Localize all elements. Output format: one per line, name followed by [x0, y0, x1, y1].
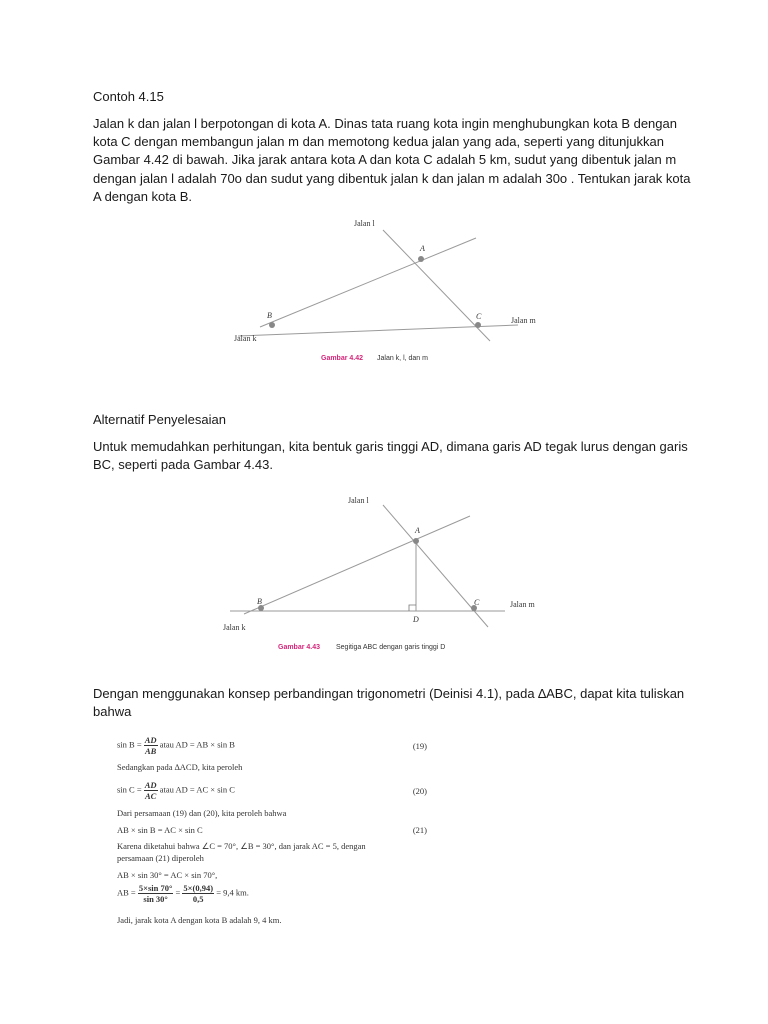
label-jalan-k: Jalan k [223, 623, 246, 632]
road-k-line [260, 238, 476, 327]
final-rhs: = 9,4 km. [216, 887, 249, 898]
final-lhs: AB = [117, 887, 136, 898]
eq-19-number: (19) [412, 741, 427, 751]
label-jalan-m: Jalan m [511, 316, 536, 325]
label-a: A [415, 526, 420, 535]
final-denominator-2: 0,5 [192, 894, 204, 904]
label-jalan-l: Jalan l [354, 219, 375, 228]
label-d: D [413, 615, 419, 624]
figure-4-42 [0, 215, 768, 375]
solution-heading: Alternatif Penyelesaian [93, 412, 226, 427]
solution-intro: Untuk memudahkan perhitungan, kita bentuk garis tinggi AD, dimana garis AD tegak lurus dengan garis BC, seperti pada Gambar 4.43. [93, 439, 688, 472]
final-equation [117, 883, 249, 904]
line-acd: Sedangkan pada ∆ACD, kita peroleh [117, 762, 243, 772]
point-b [269, 322, 275, 328]
final-fraction-1 [138, 883, 174, 904]
road-k-line [244, 516, 470, 614]
problem-paragraph: Jalan k dan jalan l berpotongan di kota A. Dinas tata ruang kota ingin menghubungkan kota B dengan kota C dengan membangun jalan m dan memotong kedua jalan yang ada, seperti yang ditunjukkan Gambar 4.42 di bawah. Jika jarak antara kota A dan kota C adalah 5 km, sudut yang dibentuk jalan m dengan jalan l adalah 70o dan sudut yang dibentuk jalan k dan jalan m adalah 30o . Tentukan jarak kota A dengan kota B. [93, 116, 691, 204]
eq-21: AB × sin B = AC × sin C [117, 825, 203, 835]
eq-19-fraction [144, 735, 158, 756]
eq-19-denominator: AB [145, 746, 157, 756]
final-numerator-1: 5×sin 70° [138, 883, 173, 893]
eq-20-numerator: AD [144, 780, 157, 790]
eq-20-lhs: sin C = [117, 784, 142, 795]
eq-20-rhs: atau AD = AC × sin C [159, 784, 235, 795]
label-b: B [267, 311, 272, 320]
eq-20-row [117, 780, 235, 801]
right-angle-marker [409, 605, 416, 611]
label-a: A [420, 244, 425, 253]
caption-number: Gambar 4.43 [278, 644, 321, 651]
eq-21-number: (21) [412, 825, 427, 835]
eq-19-rhs: atau AD = AB × sin B [159, 739, 235, 750]
caption-text: Segitiga ABC dengan garis tinggi D [336, 644, 446, 651]
point-c [475, 322, 481, 328]
line-known-2: persamaan (21) diperoleh [117, 853, 204, 863]
road-l-line [383, 230, 490, 341]
final-numerator-2: 5×(0,94) [183, 883, 214, 893]
example-heading: Contoh 4.15 [93, 89, 164, 104]
eq-19-numerator: AD [144, 735, 157, 745]
caption-number: Gambar 4.42 [321, 355, 364, 362]
label-b: B [257, 597, 262, 606]
point-a [413, 538, 419, 544]
label-jalan-m: Jalan m [510, 600, 535, 609]
line-known-1: Karena diketahui bahwa ∠C = 70°, ∠B = 30°, dan jarak AC = 5, dengan [117, 841, 366, 851]
line-substitution: AB × sin 30° = AC × sin 70°, [117, 870, 218, 880]
eq-20-fraction [144, 780, 158, 801]
caption-text: Jalan k, l, dan m [377, 355, 428, 362]
concept-paragraph: Dengan menggunakan konsep perbandingan trigonometri (Deinisi 4.1), pada ∆ABC, dapat kita tuliskan bahwa [93, 686, 685, 719]
eq-20-denominator: AC [145, 791, 157, 801]
line-from: Dari persamaan (19) dan (20), kita peroleh bahwa [117, 808, 287, 818]
figure-4-43 [0, 490, 768, 660]
label-c: C [474, 598, 480, 607]
label-jalan-l: Jalan l [348, 496, 369, 505]
final-fraction-2 [182, 883, 214, 904]
eq-19-lhs: sin B = [117, 739, 142, 750]
eq-20-number: (20) [412, 786, 427, 796]
eq-19-row [117, 735, 235, 756]
point-a [418, 256, 424, 262]
conclusion: Jadi, jarak kota A dengan kota B adalah 9, 4 km. [117, 915, 282, 925]
final-denominator-1: sin 30° [143, 894, 168, 904]
label-c: C [476, 312, 482, 321]
label-jalan-k: Jalan k [234, 334, 257, 343]
final-equals: = [175, 887, 181, 898]
